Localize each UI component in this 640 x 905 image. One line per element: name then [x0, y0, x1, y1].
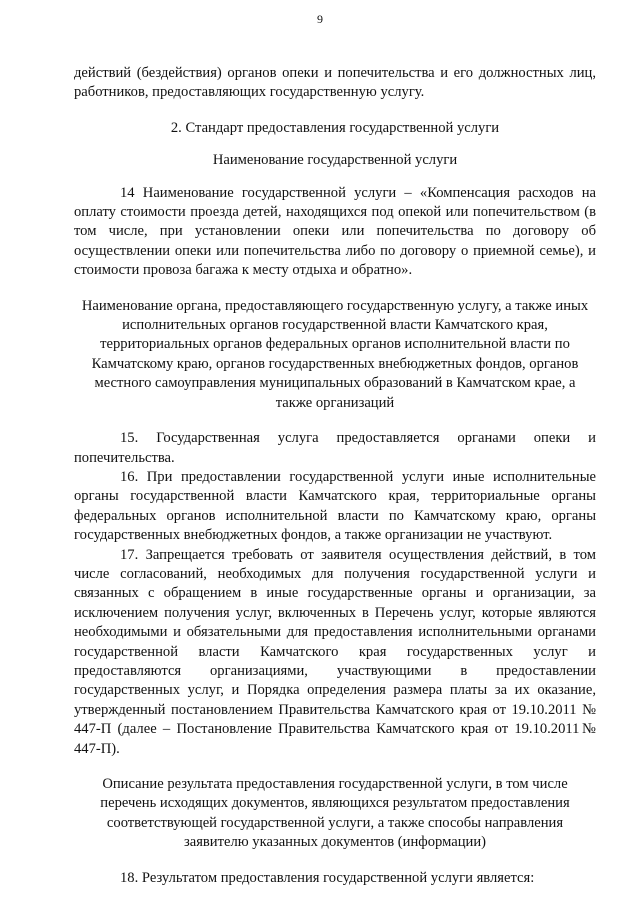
paragraph-16: 16. При предоставлении государственной услуги иные исполнительные органы государственной власти Камчатского края, территориальные органы федеральных органов исполнительной власти по Камчатскому краю, органы государственных внебюджетных фондов, а также организации не участвуют. [74, 468, 596, 544]
document-body [74, 64, 596, 888]
subheading-result-description: Описание результата предоставления государственной услуги, в том числе перечень исходящих документов, являющихся результатом предоставления соответствующей государственной услуги, а также способы направления заявителю указанных документов (информации) [100, 776, 570, 851]
paragraph-14: 14 Наименование государственной услуги – «Компенсация расходов на оплату стоимости проезда детей, находящихся под опекой или попечительством (в том числе, при установлении опеки или попечительства по договору об осуществлении опеки или попечительства либо по договору о приемной семье), и стоимости провоза багажа к месту отдыха и обратно». [74, 184, 596, 279]
page-number: 9 [317, 12, 323, 26]
paragraph-17: 17. Запрещается требовать от заявителя осуществления действий, в том числе согласований, необходимых для получения государственной услуги и связанных с обращением в иные государственные органы и организации, за исключением получения услуг, включенных в Перечень услуг, которые являются необходимыми и обязательными для предоставления исполнительными органами государственной власти Камчатского края государственных услуг и предоставляются организациями, участвующими в предоставлении государственных услуг, и Порядка определения размера платы за их оказание, утвержденный постановлением Правительства Камчатского края от 19.10.2011 № 447-П (далее – Постановление Правительства Камчатского края от 19.10.2011№ 447-П). [74, 546, 596, 757]
continuation-paragraph: действий (бездействия) органов опеки и попечительства и его должностных лиц, работников, предоставляющих государственную услугу. [74, 65, 596, 101]
section-title: 2. Стандарт предоставления государственной услуги [170, 119, 500, 136]
subheading-providing-body: Наименование органа, предоставляющего государственную услугу, а также иных исполнительных органов государственной власти Камчатского края, территориальных органов федеральных органов исполнительной власти по Камчатскому краю, органов государственных внебюджетных фондов, органов местного самоуправления муниципальных образований в Камчатском крае, а также организаций [81, 297, 589, 411]
paragraph-15: 15. Государственная услуга предоставляется органами опеки и попечительства. [74, 430, 596, 466]
subheading-service-name: Наименование государственной услуги [212, 152, 458, 169]
paragraph-18: 18. Результатом предоставления государственной услуги является: [120, 869, 535, 886]
